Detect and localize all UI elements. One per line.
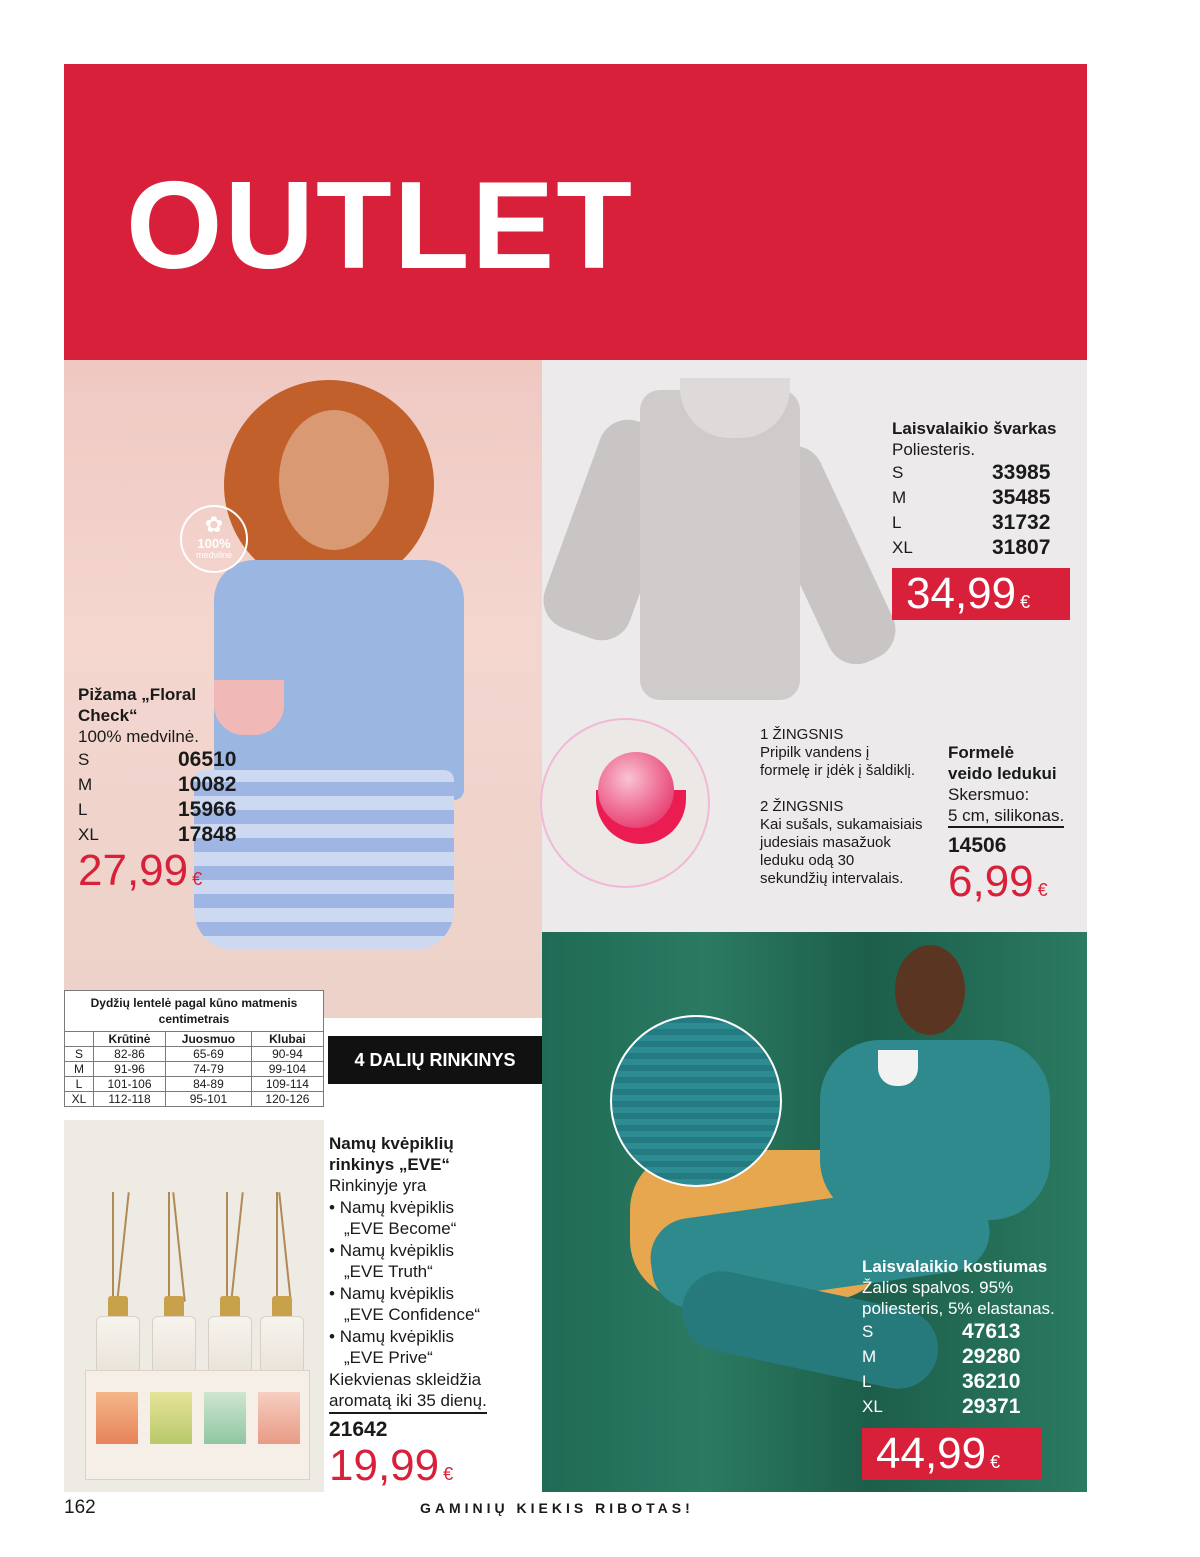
size-table-header: Krūtinė Juosmuo Klubai [65,1032,324,1047]
size-label: L [862,1372,872,1391]
step2-text: Kai sušals, sukamaisiais [760,816,923,833]
currency: € [1037,880,1048,900]
currency: € [1020,592,1031,612]
table-row: XL 112-118 95-101 120-126 [65,1092,324,1107]
diffuser-bottle [96,1316,140,1378]
size-label: S [862,1322,874,1341]
model-face [279,410,389,550]
pajama-title-2: Check“ [78,706,138,725]
size-table-caption: Dydžių lentelė pagal kūno matmenis centimetrais [65,991,324,1032]
cotton-badge [180,505,248,573]
product-code: 35485 [992,486,1051,509]
product-code: 31807 [992,536,1051,559]
product-code: 21642 [329,1417,388,1441]
product-code: 33985 [992,461,1051,484]
suit-desc-2: poliesteris, 5% elastanas. [862,1299,1055,1318]
price-value: 34,99 [906,569,1017,618]
pajama-info [78,684,278,893]
product-code: 36210 [962,1370,1021,1393]
step1-title: 1 ŽINGSNIS [760,726,844,743]
diffuser-price [329,1440,539,1490]
cup [878,1050,918,1086]
currency: € [192,869,203,889]
jacket-info [892,418,1072,560]
product-code: 47613 [962,1320,1021,1343]
diffuser-intro: Rinkinyje yra [329,1176,427,1195]
size-label: M [78,775,93,794]
ice-mold-desc-2: 5 cm, silikonas. [948,805,1064,828]
pajama-title-1: Pižama „Floral [78,685,197,704]
bottle-cap [272,1296,292,1318]
size-row [892,510,1072,535]
suit-price [862,1428,1042,1480]
box-swatch [96,1392,138,1444]
size-table [64,990,324,1107]
step2-text: judesiais masažuok [760,834,891,851]
suit-info [862,1256,1082,1419]
jacket-title: Laisvalaikio švarkas [892,419,1057,438]
fabric-detail [610,1015,782,1187]
product-code: 14506 [948,834,1007,857]
bottle-cap [108,1296,128,1318]
diffuser-title-1: Namų kvėpiklių [329,1134,454,1153]
table-row: L 101-106 84-89 109-114 [65,1077,324,1092]
product-code: 29371 [962,1395,1021,1418]
step2-title: 2 ŽINGSNIS [760,798,844,815]
page-number: 162 [64,1497,96,1518]
set-banner: 4 DALIŲ RINKINYS [328,1036,542,1084]
price-value: 6,99 [948,857,1034,906]
diffuser-bottle [152,1316,196,1378]
list-item: • Namų kvėpiklis [329,1283,454,1303]
step1-text: formelę ir įdėk į šaldiklį. [760,762,916,779]
size-row [862,1394,1082,1419]
diffuser-info [329,1133,539,1488]
product-code: 31732 [992,511,1051,534]
size-row [892,460,1072,485]
size-label: M [892,488,907,507]
badge-label: medvilnė [195,550,233,560]
size-row [862,1344,1082,1369]
size-row [78,797,278,822]
step2-text: leduku odą 30 [760,852,855,869]
size-label: L [892,513,902,532]
reed-stick [226,1192,228,1302]
currency: € [990,1452,1001,1472]
price-value: 44,99 [876,1429,987,1478]
diffuser-note-2: aromatą iki 35 dienų. [329,1390,487,1414]
size-row [892,535,1072,560]
size-row [862,1319,1082,1344]
ice-mold-info [948,742,1083,904]
list-item-name: „EVE Truth“ [344,1262,433,1281]
suit-desc-1: Žalios spalvos. 95% [862,1278,1014,1297]
list-item-name: „EVE Prive“ [344,1348,433,1367]
size-label: L [78,800,88,819]
box-swatch [258,1392,300,1444]
size-row [78,822,278,847]
suit-title: Laisvalaikio kostiumas [862,1257,1048,1276]
pajama-material: 100% medvilnė. [78,727,199,746]
list-item-name: „EVE Confidence“ [344,1305,481,1324]
product-code: 29280 [962,1345,1021,1368]
size-label: XL [862,1397,883,1416]
reed-stick [276,1192,278,1302]
ice-ball [598,752,674,828]
model-head [895,945,965,1035]
step2-text: sekundžių intervalais. [760,870,904,887]
diffuser-bottle [260,1316,304,1378]
size-label: XL [892,538,913,557]
ice-steps [760,726,950,888]
size-label: S [78,750,90,769]
box-swatch [204,1392,246,1444]
jacket-material: Poliesteris. [892,440,976,459]
list-item: • Namų kvėpiklis [329,1326,454,1346]
ice-mold-title-2: veido ledukui [948,764,1057,783]
cotton-icon: ✿ [204,512,224,537]
price-value: 19,99 [329,1440,440,1490]
currency: € [443,1463,454,1484]
box-swatch [150,1392,192,1444]
bottle-cap [164,1296,184,1318]
diffuser-bottle [208,1316,252,1378]
table-row: M 91-96 74-79 99-104 [65,1062,324,1077]
size-label: M [862,1347,877,1366]
size-row [862,1369,1082,1394]
list-item: • Namų kvėpiklis [329,1197,454,1217]
size-row [78,772,278,797]
pajama-price [78,846,278,895]
badge-percent: 100% [197,536,231,551]
ice-mold-price [948,857,1083,906]
product-code: 15966 [178,798,237,821]
product-code: 17848 [178,823,237,846]
product-code: 10082 [178,773,237,796]
size-row [892,485,1072,510]
table-row: S 82-86 65-69 90-94 [65,1047,324,1062]
product-code: 06510 [178,748,237,771]
jacket-price [892,568,1070,620]
step1-text: Pripilk vandens į [760,744,870,761]
ice-mold-title-1: Formelė [948,743,1015,762]
diffuser-note-1: Kiekvienas skleidžia [329,1369,482,1389]
outlet-banner [64,64,1087,360]
price-value: 27,99 [78,846,189,895]
footer-note: GAMINIŲ KIEKIS RIBOTAS! [420,1500,694,1516]
banner-title: OUTLET [126,157,634,295]
size-row [78,747,278,772]
ice-mold-desc-1: Skersmuo: [948,785,1030,804]
list-item-name: „EVE Become“ [344,1219,457,1238]
bottle-cap [220,1296,240,1318]
list-item: • Namų kvėpiklis [329,1240,454,1260]
reed-stick [168,1192,170,1302]
size-label: XL [78,825,99,844]
size-label: S [892,463,904,482]
diffuser-title-2: rinkinys „EVE“ [329,1155,450,1174]
reed-stick [112,1192,114,1302]
